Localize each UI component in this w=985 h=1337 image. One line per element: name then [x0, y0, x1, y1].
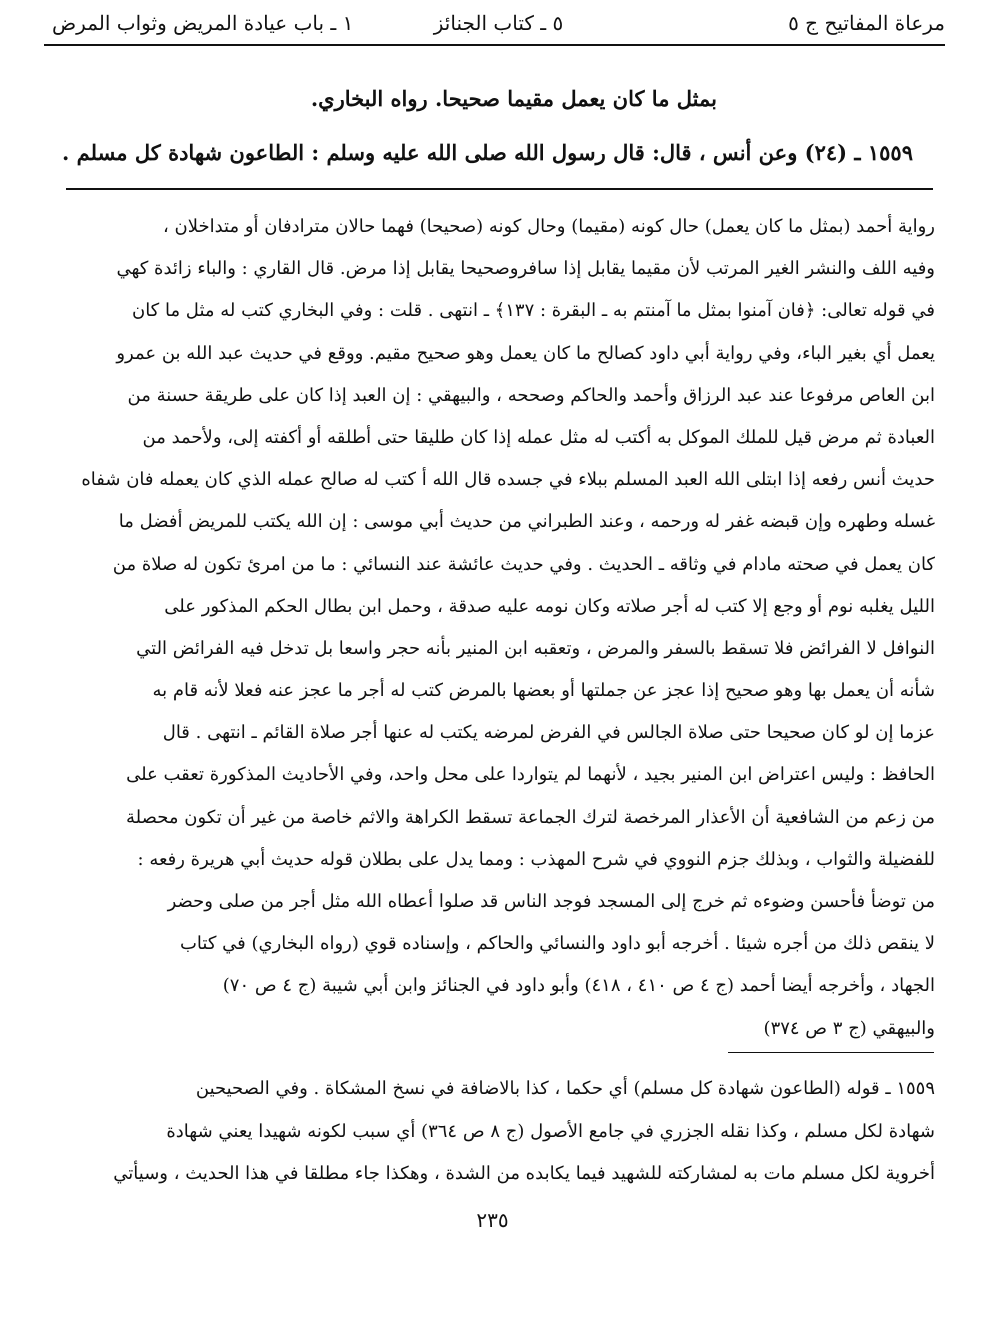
header-divider: [44, 44, 945, 46]
commentary-line: من توضأ فأحسن وضوءه ثم خرج إلى المسجد فوجد الناس قد صلوا أعطاه الله مثل أجر من صلى وحضر: [167, 891, 935, 912]
page-number: ٢٣٥: [476, 1208, 509, 1232]
commentary-line: وفيه اللف والنشر الغير المرتب لأن مقيما يقابل إذا سافروصحيحا يقابل إذا مرض. قال القاري : والباء زائدة كهي: [116, 258, 935, 280]
section-divider: [66, 188, 933, 190]
commentary-line: يعمل أي بغير الباء، وفي رواية أبي داود كصالح ما كان يعمل وهو صحيح مقيم. ووقع في حديث عبد الله بن عمرو: [116, 342, 935, 364]
notes-line: شهادة لكل مسلم ، وكذا نقله الجزري في جامع الأصول (ج ٨ ص ٣٦٤) أي سبب لكونه شهيدا يعني شهادة: [166, 1120, 935, 1142]
commentary-line: عزما إن لو كان صحيحا حتى صلاة الجالس في الفرض لمرضه يكتب له عنها أجر صلاة القائم ـ انتهى . قال: [162, 722, 935, 744]
commentary-line: والبيهقي (ج ٣ ص ٣٧٤): [763, 1017, 935, 1039]
commentary-line: الجهاد ، وأخرجه أيضا أحمد (ج ٤ ص ٤١٠ ، ٤١٨) وأبو داود في الجنائز وابن أبي شيبة (ج ٤ ص ٧٠): [222, 975, 935, 997]
footnote-divider: [728, 1052, 934, 1053]
commentary-line: غسله وطهره وإن قبضه غفر له ورحمه ، وعند الطبراني من حديث أبي موسى : إن الله يكتب للمريض أفضل ما: [118, 511, 935, 533]
notes-line: أخروية لكل مسلم مات به لمشاركته للشهيد فيما يكابده من الشدة ، وهكذا جاء مطلقا في هذا الحديث ، وسيأتي: [113, 1163, 935, 1184]
commentary-line: للفضيلة والثواب ، وبذلك جزم النووي في شرح المهذب : ومما يدل على بطلان قوله حديث أبي هريرة رفعه :: [137, 848, 935, 870]
commentary-line: ابن العاص مرفوعا عند عبد الرزاق وأحمد والحاكم وصححه ، والبيهقي : إن العبد إذا كان على طريقة حسنة من: [127, 384, 935, 406]
commentary-body: [50, 206, 935, 1050]
hadith-line-2: ١٥٥٩ ـ (٢٤) وعن أنس ، قال: قال رسول الله صلى الله عليه وسلم : الطاعون شهادة كل مسلم .: [62, 140, 913, 165]
hadith-line-1: بمثل ما كان يعمل مقيما صحيحا. رواه البخاري.: [310, 86, 717, 111]
notes-line: ١٥٥٩ ـ قوله (الطاعون شهادة كل مسلم) أي حكما ، كذا بالاضافة في نسخ المشكاة . وفي الصحيحين: [195, 1078, 935, 1099]
running-header: [52, 6, 945, 40]
hadith-1559-notes: [50, 1068, 935, 1196]
commentary-line: رواية أحمد (بمثل ما كان يعمل) حال كونه (مقيما) وحال كونه (صحيحا) فهما حالان مترادفان أو متداخلان ،: [162, 216, 935, 237]
commentary-line: في قوله تعالى: ﴿فان آمنوا بمثل ما آمنتم به ـ البقرة : ١٣٧﴾ ـ انتهى . قلت : وفي البخاري كتب له مثل ما كان: [131, 300, 935, 322]
commentary-line: من زعم من الشافعية أن الأعذار المرخصة لترك الجماعة تسقط الكراهة والاثم خاصة من غير أن تكون محصلة: [126, 806, 935, 828]
header-bab: ١ ـ باب عيادة المريض وثواب المرض: [52, 11, 354, 35]
commentary-line: لا ينقص ذلك من أجره شيئا . أخرجه أبو داود والنسائي والحاكم ، وإسناده قوي (رواه البخاري) في كتاب: [179, 933, 935, 955]
commentary-line: العبادة ثم مرض قيل للملك الموكل به أكتب له مثل عمله إذا كان طليقا حتى أطلقه أو أكفته إلى، ولأحمد من: [142, 426, 935, 448]
header-book-title: مرعاة المفاتيح ج ٥: [788, 11, 945, 35]
commentary-line: النوافل لا الفرائض فلا تسقط بالسفر والمرض ، وتعقبه ابن المنير بأنه حجر واسعا بل تدخل فيه الفرائض التي: [136, 637, 935, 659]
commentary-line: حديث أنس رفعه إذا ابتلى الله العبد المسلم ببلاء في جسده قال الله أ كتب له صالح عمله الذي كان يعمله فان شفاه: [81, 469, 935, 491]
commentary-line: شأنه أن يعمل بها وهو صحيح إذا عجز عن جملتها أو بعضها بالمرض كتب له أجر ما عجز عنه فعلا لأنه قام به: [152, 680, 935, 702]
commentary-line: كان يعمل في صحته مادام في وثاقه ـ الحديث . وفي حديث عائشة عند النسائي : ما من امرئ تكون له صلاة من: [112, 553, 935, 575]
commentary-line: الليل يغلبه نوم أو وجع إلا كتب له أجر صلاته وكان نومه عليه صدقة ، وحمل ابن بطال الحكم المذكور على: [164, 595, 935, 617]
header-kitab: ٥ ـ كتاب الجنائز: [433, 11, 564, 35]
commentary-line: الحافظ : وليس اعتراض ابن المنير بجيد ، لأنهما لم يتواردا على محل واحد، وفي الأحاديث المذكورة تعقب على: [126, 764, 935, 786]
